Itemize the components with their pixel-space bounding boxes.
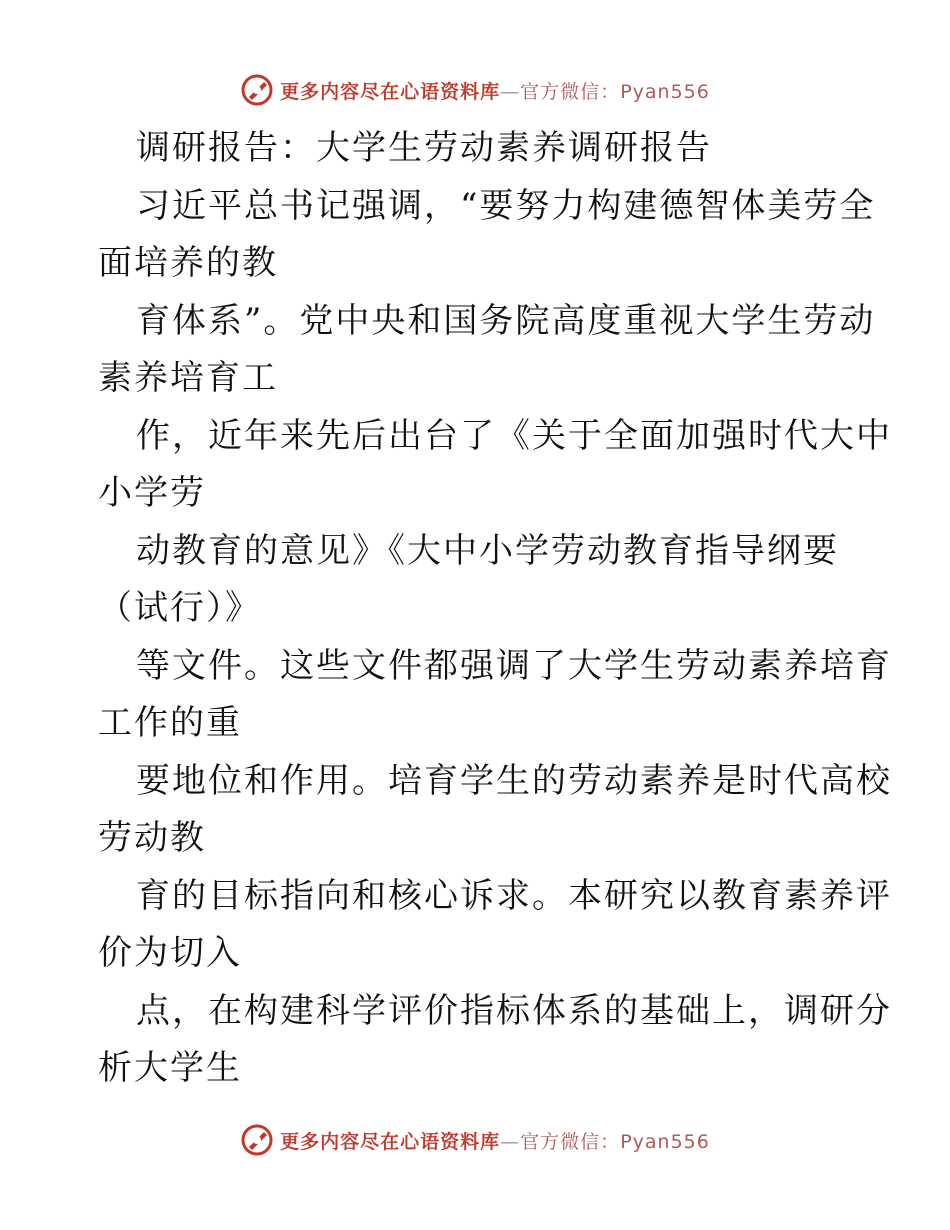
banner-text: 更多内容尽在心语资料库—官方微信：Pyan556 bbox=[280, 1130, 710, 1153]
document-title: 调研报告：大学生劳动素养调研报告 bbox=[136, 128, 712, 168]
paragraph-line: 习近平总书记强调，“要努力构建德智体美劳全 bbox=[136, 185, 876, 226]
paragraph-line: 育体系”。党中央和国务院高度重视大学生劳动 bbox=[136, 300, 876, 341]
paragraph-line: 育的目标指向和核心诉求。本研究以教育素养评 bbox=[136, 875, 892, 916]
document-body bbox=[98, 120, 892, 1098]
paragraph-line: 动教育的意见》《大中小学劳动教育指导纲要 bbox=[136, 530, 839, 571]
paragraph-line: 价为切入 bbox=[98, 933, 242, 973]
paragraph-line: 小学劳 bbox=[98, 473, 206, 513]
paragraph-line: 劳动教 bbox=[98, 818, 206, 858]
paragraph-line: 要地位和作用。培育学生的劳动素养是时代高校 bbox=[136, 760, 892, 801]
paragraph-line: 面培养的教 bbox=[98, 243, 278, 283]
paragraph-line: 点，在构建科学评价指标体系的基础上，调研分 bbox=[136, 990, 892, 1031]
paragraph-line: （试行）》 bbox=[98, 588, 261, 628]
logo-icon bbox=[240, 73, 274, 107]
paragraph-line: 等文件。这些文件都强调了大学生劳动素养培育 bbox=[136, 645, 892, 686]
paragraph-line: 析大学生 bbox=[98, 1048, 242, 1088]
banner-text: 更多内容尽在心语资料库—官方微信：Pyan556 bbox=[280, 80, 710, 103]
footer-banner bbox=[0, 1120, 950, 1160]
logo-icon bbox=[240, 1123, 274, 1157]
header-banner bbox=[0, 70, 950, 110]
paragraph-line: 作，近年来先后出台了《关于全面加强时代大中 bbox=[136, 415, 892, 456]
paragraph-line: 素养培育工 bbox=[98, 358, 278, 398]
paragraph-line: 工作的重 bbox=[98, 703, 242, 743]
